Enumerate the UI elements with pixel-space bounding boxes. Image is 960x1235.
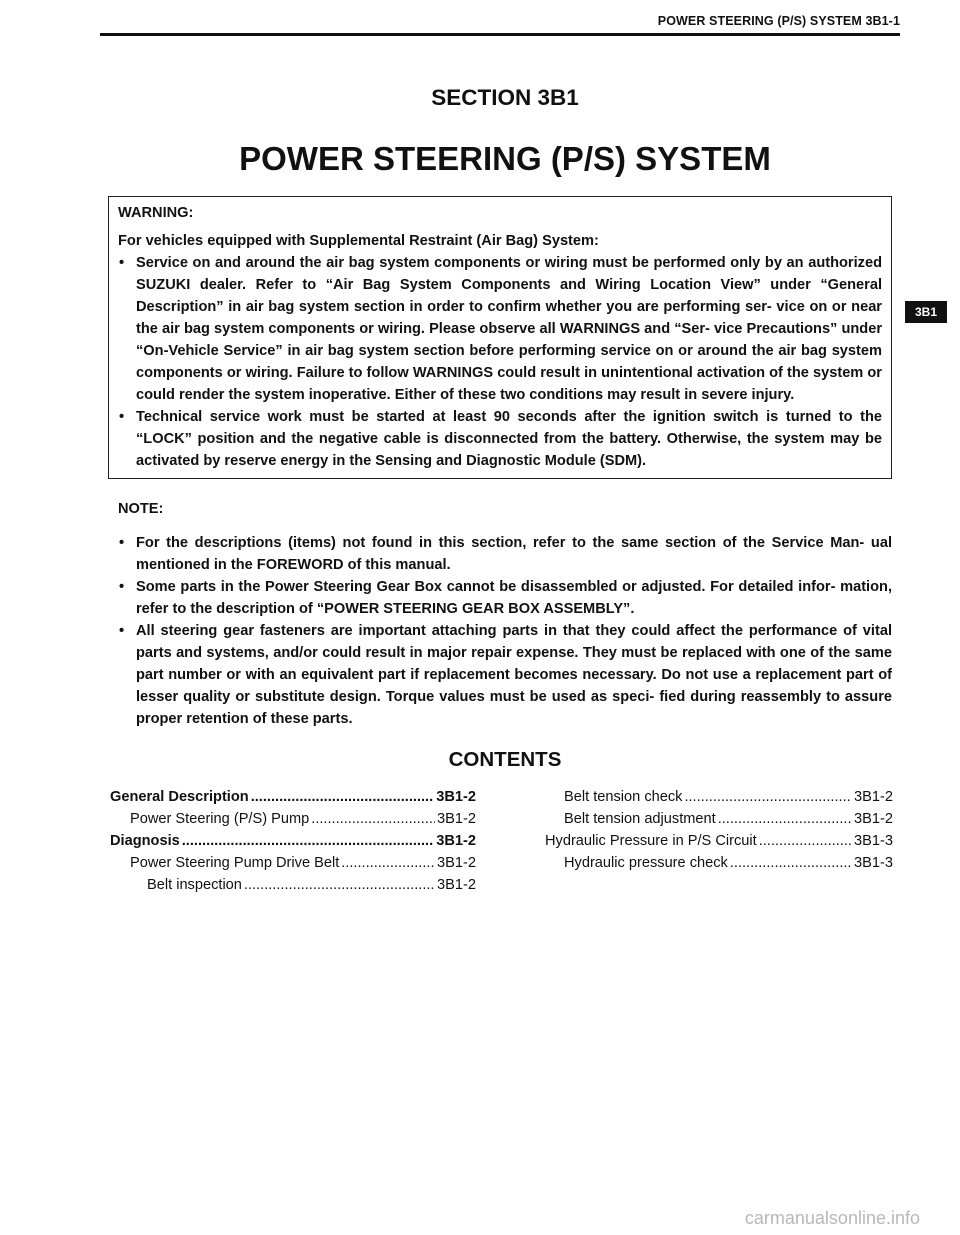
warning-item: • Technical service work must be started at least 90 seconds after the ignition switch is turned to the “LOCK” position and the negative cable is disconnected from the battery. Otherwise, the system may be activated by reserve energy in the Sensing and Diagnostic Module (SDM). bbox=[118, 406, 882, 472]
toc-entry[interactable] bbox=[110, 830, 476, 852]
warning-box bbox=[108, 196, 892, 479]
toc-entry[interactable] bbox=[110, 808, 476, 830]
toc-entry[interactable] bbox=[527, 786, 893, 808]
toc-entry-text: Belt inspection bbox=[147, 877, 242, 893]
toc-entry-text: Hydraulic pressure check bbox=[564, 855, 728, 871]
toc-leader bbox=[311, 808, 435, 830]
toc-entry-text: Belt tension adjustment bbox=[564, 811, 716, 827]
warning-item: • Service on and around the air bag system components or wiring must be performed only by an authorized SUZUKI dealer. Refer to “Air Bag System Components and Wiring Location View” under “General Description” in air bag system section in order to confirm whether you are performing ser- vice on or near the air bag system components or wiring. Please observe all WARNINGS and “Ser- vice Precautions” under “On-Vehicle Service” in air bag system section before performing service on or around the air bag system components or wiring. Failure to follow WARNINGS could result in unintentional activation of the system or could render the system inoperative. Either of these two conditions may result in severe injury. bbox=[118, 252, 882, 406]
toc-entry-page: 3B1-3 bbox=[854, 833, 893, 849]
toc-leader bbox=[341, 852, 435, 874]
toc-entry-page: 3B1-2 bbox=[854, 811, 893, 827]
toc-entry-text: General Description bbox=[110, 789, 249, 805]
toc-entry[interactable] bbox=[527, 830, 893, 852]
toc-entry-page: 3B1-2 bbox=[436, 833, 476, 849]
toc-entry-text: Hydraulic Pressure in P/S Circuit bbox=[545, 833, 757, 849]
contents-title: CONTENTS bbox=[448, 748, 562, 771]
toc-entry-text: Belt tension check bbox=[564, 789, 683, 805]
toc-entry-page: 3B1-2 bbox=[437, 855, 476, 871]
toc-leader bbox=[759, 830, 852, 852]
toc-leader bbox=[718, 808, 852, 830]
toc-entry-page: 3B1-2 bbox=[437, 877, 476, 893]
header-rule bbox=[100, 33, 900, 36]
section-tab: 3B1 bbox=[905, 301, 947, 323]
note-item: • For the descriptions (items) not found in this section, refer to the same section of the Service Man- ual mentioned in the FOREWORD of this manual. bbox=[118, 532, 892, 576]
toc-entry-page: 3B1-2 bbox=[437, 811, 476, 827]
toc-entry[interactable] bbox=[110, 786, 476, 808]
section-title: POWER STEERING (P/S) SYSTEM bbox=[239, 140, 771, 177]
toc-entry-page: 3B1-2 bbox=[436, 789, 476, 805]
toc-leader bbox=[244, 874, 435, 896]
running-header: POWER STEERING (P/S) SYSTEM 3B1-1 bbox=[657, 14, 900, 28]
toc-entry[interactable] bbox=[110, 874, 476, 896]
toc-left-column bbox=[110, 786, 476, 896]
toc-entry-text: Power Steering (P/S) Pump bbox=[130, 811, 310, 827]
note-label: NOTE: bbox=[118, 501, 164, 517]
toc-right-column bbox=[527, 786, 893, 874]
toc-entry-text: Power Steering Pump Drive Belt bbox=[130, 855, 340, 871]
note-block bbox=[118, 498, 892, 730]
toc-entry[interactable] bbox=[110, 852, 476, 874]
toc-entry[interactable] bbox=[527, 852, 893, 874]
warning-list bbox=[118, 252, 882, 472]
toc-leader bbox=[251, 786, 435, 808]
toc-entry-text: Diagnosis bbox=[110, 833, 180, 849]
toc-leader bbox=[684, 786, 852, 808]
toc-entry[interactable] bbox=[527, 808, 893, 830]
warning-intro: For vehicles equipped with Supplemental Restraint (Air Bag) System: bbox=[118, 233, 599, 249]
note-list bbox=[118, 532, 892, 730]
toc-leader bbox=[730, 852, 852, 874]
warning-label: WARNING: bbox=[118, 205, 194, 221]
watermark: carmanualsonline.info bbox=[744, 1208, 920, 1228]
toc-leader bbox=[182, 830, 435, 852]
section-number: SECTION 3B1 bbox=[431, 85, 579, 110]
note-item: • Some parts in the Power Steering Gear Box cannot be disassembled or adjusted. For detailed infor- mation, refer to the description of “POWER STEERING GEAR BOX ASSEMBLY”. bbox=[118, 576, 892, 620]
toc-entry-page: 3B1-3 bbox=[854, 855, 893, 871]
note-item: • All steering gear fasteners are important attaching parts in that they could affect the performance of vital parts and systems, and/or could result in major repair expense. They must be replaced with one of the same part number or with an equivalent part if replacement becomes necessary. Do not use a replacement part of lesser quality or substitute design. Torque values must be used as speci- fied during reassembly to assure proper retention of these parts. bbox=[118, 620, 892, 730]
toc-entry-page: 3B1-2 bbox=[854, 789, 893, 805]
